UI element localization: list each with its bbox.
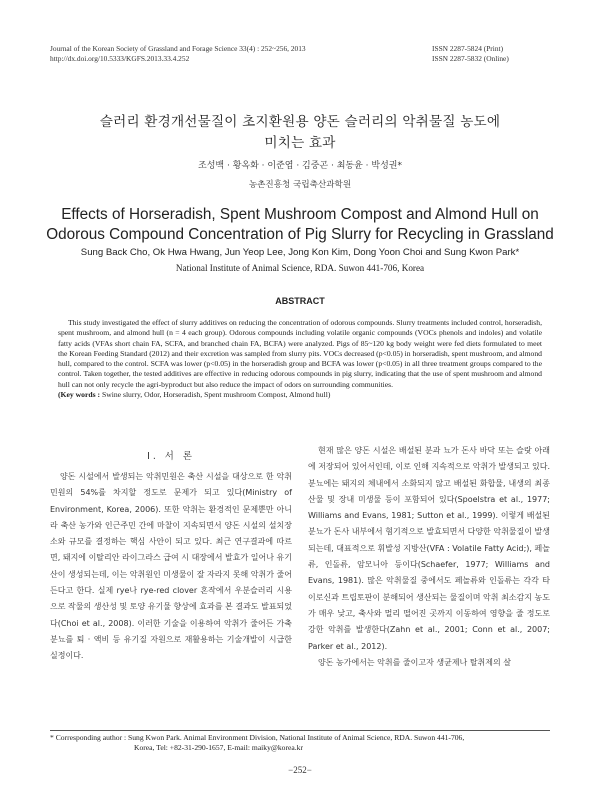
english-affiliation: National Institute of Animal Science, RDA. Suwon 441-706, Korea <box>175 263 425 273</box>
journal-citation <box>50 44 306 63</box>
keywords-text: Swine slurry, Odor, Horseradish, Spent mushroom Compost, Almond hull) <box>101 390 331 400</box>
keywords-label: (Key words : <box>58 390 101 400</box>
left-column <box>50 443 292 665</box>
abstract-body: This study investigated the effect of slurry additives on reducing the concentration of odorous compounds. Slurry treatments included control, horseradish, spent mushroom, and almond hull (n = 4 each group). Odorous compounds including volatile organic compounds (VOCs phenols and indoles) and volatile fatty acids (VFAs short chain FA, SCFA, and branched chain FA, BCFA) were analyzed. Pigs of 85~120 kg body weight were fed diets formulated to meet the Korean Feeding Standard (2012) and their excretion was sampled from slurry pits. VOCs decreased (p<0.05) in horseradish, spent mushroom, and almond hull, compared to the control. SCFA was lower (p<0.05) in the horseradish group and BCFA was lower (p<0.05) in all three treatment groups compared to the control. Taken together, the tested additives are effective in reducing odorous compounds in pig slurry, indicating that the use of spent mushroom and almond hull can not only recycle the agri-byproduct but also reduce the impact of odors on surrounding communities. <box>58 318 542 389</box>
keywords <box>58 390 542 400</box>
abstract-block <box>58 318 542 400</box>
english-title-line-1: Effects of Horseradish, Spent Mushroom Compost and Almond Hull on <box>61 206 539 223</box>
issn-online: ISSN 2287-5832 (Online) <box>432 53 509 63</box>
english-authors: Sung Back Cho, Ok Hwa Hwang, Jun Yeop Lee, Jong Kon Kim, Dong Yoon Choi and Sung Kwon Park* <box>80 247 520 258</box>
issn-print: ISSN 2287-5824 (Print) <box>432 44 504 53</box>
abstract-heading: ABSTRACT <box>275 296 325 306</box>
page-number: −252− <box>288 765 312 775</box>
section-title-introduction: Ⅰ. 서 론 <box>147 451 195 462</box>
korean-affiliation: 농촌진흥청 국립축산과학원 <box>248 180 352 190</box>
corresponding-author-footnote <box>50 733 550 753</box>
doi-line: http://dx.doi.org/10.5333/KGFS.2013.33.4.252 <box>50 53 190 63</box>
issn-block <box>432 44 550 63</box>
footnote-line-2: Korea, Tel: +82-31-290-1657, E-mail: maiky@korea.kr <box>134 743 303 753</box>
right-paragraph-1: 현재 많은 양돈 시설은 배설된 분과 뇨가 돈사 바닥 또는 슬랏 아래에 저장되어 있어서인데, 이로 인해 지속적으로 악취가 발생되고 있다. 분뇨에는 돼지의 체내에서 소화되지 않고 배설된 화합물, 내생의 최종 산물 및 장내 미생물 등이 포함되어 있다(Spoelstra et al., 1977; Williams and Evans, 1981; Sutton et al., 1999). 이렇게 배설된 분뇨가 돈사 내부에서 혐기적으로 발효되면서 다양한 악취물질이 발생되는데, 대표적으로 휘발성 지방산(VFA : Volatile Fatty Acid;), 페놀류, 인돌류, 암모니아 등이다(Schaefer, 1977; Williams and Evans, 1981). 많은 악취물질 중에서도 페놀류와 인돌류는 각각 타이로신과 트립토판이 분해되어 생산되는 물질이며 악취 최소감지 농도가 매우 낮고, 축사와 멀리 떨어진 곳까지 이동하여 영향을 줄 정도로 강한 악취를 발생한다(Zahn et al., 2001; Conn et al., 2007; Parker et al., 2012). <box>308 446 550 651</box>
english-title-line-2: Odorous Compound Concentration of Pig Slurry for Recycling in Grassland <box>46 226 554 243</box>
footnote-line-1: * Corresponding author : Sung Kwon Park. Animal Environment Division, National Institute of Animal Science, RDA. Suwon 441-706, <box>50 733 465 742</box>
korean-title-line-2: 미치는 효과 <box>264 135 336 151</box>
korean-title <box>40 112 560 154</box>
right-column <box>308 443 550 671</box>
korean-authors: 조성백 · 황옥화 · 이준엽 · 김중곤 · 최동윤 · 박성권* <box>198 161 402 171</box>
left-paragraph: 양돈 시설에서 발생되는 악취민원은 축산 시설을 대상으로 한 악취 민원의 54%를 차지할 정도로 문제가 되고 있다(Ministry of Environment, Korea, 2006). 또한 악취는 환경적인 문제뿐만 아니라 축산 농가와 인근주민 간에 마찰이 지속되면서 양돈 시설의 설치장소와 규모를 결정하는 핵심 사안이 되고 있다. 최근 연구결과에 따르면, 돼지에 이탈리안 라이그라스 급여 시 대장에서 발효가 일어나 유기산이 생성되는데, 이는 악취원인 미생물이 잘 자라지 못해 악취가 줄어든다고 한다. 실제 rye나 rye-red clover 혼작에서 우분슬러리 시용으로 작물의 생산성 및 토양 유기물 향상에 효과를 본 결과도 발표되었다(Choi et al., 2008). 이러한 기술을 이용하여 악취가 줄어든 가축분뇨를 퇴 · 액비 등 유기질 자원으로 재활용하는 기술개발이 시급한 실정이다. <box>50 472 292 661</box>
korean-title-line-1: 슬러리 환경개선물질이 초지환원용 양돈 슬러리의 악취물질 농도에 <box>99 114 501 130</box>
english-title <box>30 205 570 245</box>
journal-line: Journal of the Korean Society of Grassland and Forage Science 33(4) : 252~256, 2013 <box>50 44 306 53</box>
right-paragraph-2: 양돈 농가에서는 악취를 줄이고자 생균제나 탈취제의 살 <box>318 657 511 667</box>
footnote-divider <box>50 730 550 731</box>
